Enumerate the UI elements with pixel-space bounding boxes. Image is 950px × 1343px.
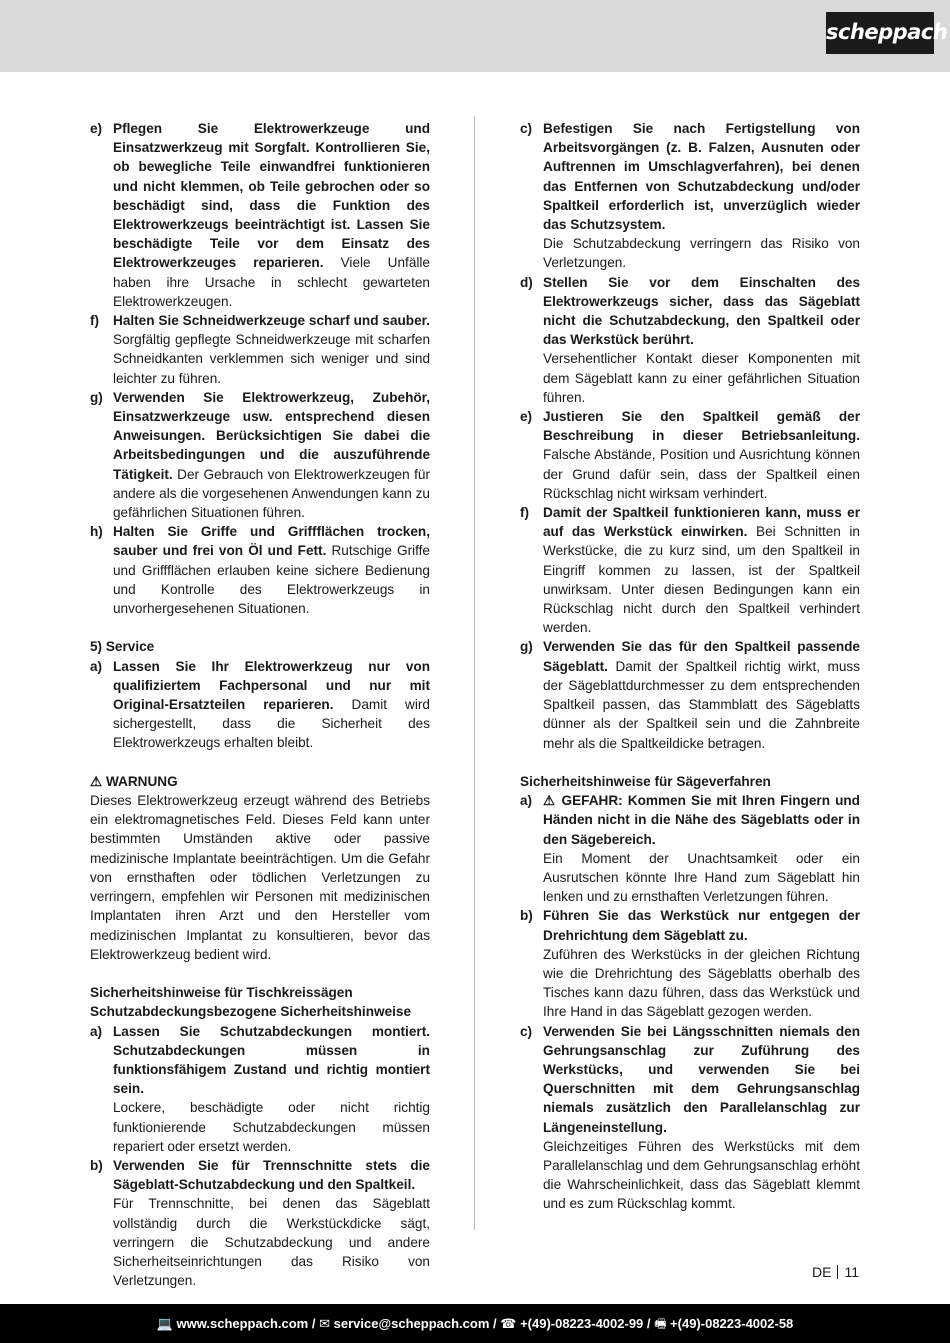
item-label: d)	[520, 274, 533, 290]
item-body	[113, 388, 430, 522]
warning-text: Dieses Elektrowerkzeug erzeugt während des Betriebs ein elektromagnetisches Feld. Dieses Feld kann unter bestimmten Umständen aktive oder passive medizinische Implantate beeinträchtigen. Um die Gefahr von ernsthaften oder tödlichen Verletzungen zu verringern, empfehlen wir Personen mit medizinischen Implantaten ihren Arzt und den Hersteller vom medizinischen Implantat zu konsultieren, bevor das Elektrowerkzeug bedient wird.	[90, 793, 430, 962]
item-bold: Befestigen Sie nach Fertigstellung von Arbeitsvorgängen (z. B. Falzen, Ausnuten oder Auftrennen im Umschlagverfahren), bei denen das Entfernen von Schutzabdeckung und/oder Spaltkeil erforderlich ist, unverzüglich wieder das Schutzsystem.	[543, 121, 860, 233]
mail-icon: ✉	[319, 1316, 330, 1331]
item-body	[543, 1022, 860, 1214]
item-text: Der Gebrauch von Elektrowerkzeugen für andere als die vorgesehenen Anwendungen kann zu gefährlichen Situationen führen.	[113, 466, 430, 521]
item-label: a)	[90, 658, 103, 674]
item-body	[543, 407, 860, 503]
item-text: Damit wird sichergestellt, dass die Sicherheit des Elektrowerkzeugs erhalten bleibt.	[113, 697, 430, 751]
item-label: c)	[520, 1023, 533, 1039]
fax-icon: 🖷	[654, 1316, 667, 1331]
item-body	[113, 657, 430, 753]
list-item	[520, 637, 860, 752]
footer-email[interactable]: service@scheppach.com	[333, 1316, 490, 1331]
item-label: g)	[90, 389, 103, 405]
item-label: b)	[520, 908, 533, 924]
item-label: b)	[90, 1157, 103, 1173]
item-body	[113, 1156, 430, 1290]
table-saw-heading: Sicherheitshinweise für Tischkreissägen	[90, 985, 353, 1001]
right-column	[520, 119, 860, 1214]
footer-bar: 💻 www.scheppach.com / ✉ service@scheppach.com / ☎ +(49)-08223-4002-99 / 🖷 +(49)-08223-4002-58	[0, 1304, 950, 1343]
item-text: Gleichzeitiges Führen des Werkstücks mit dem Parallelanschlag und dem Gehrungsanschlag erhöht die Wahrscheinlichkeit, dass das Sägeblatt klemmt und es zum Rückschlag kommt.	[543, 1138, 860, 1212]
scheppach-logo: scheppach	[826, 12, 934, 54]
item-bold: Lassen Sie Schutzabdeckungen montiert. Schutzabdeckungen müssen in funktionsfähigem Zustand und richtig montiert sein.	[113, 1023, 430, 1097]
item-body	[113, 311, 430, 388]
item-label: h)	[90, 524, 103, 540]
item-bold: Halten Sie Schneidwerkzeuge scharf und sauber.	[113, 313, 430, 329]
page-number	[812, 1264, 859, 1280]
list-item	[520, 503, 860, 637]
spacer	[520, 753, 860, 772]
item-text: Die Schutzabdeckung verringern das Risiko von Verletzungen.	[543, 236, 860, 271]
item-text: Bei Schnitten in Werkstücke, die zu kurz sind, um den Spaltkeil in Eingriff kommen zu lassen, ist der Spaltkeil unwirksam. Unter diesen Bedingungen kann ein Rückschlag nicht durch den Spaltkeil verhindert werden.	[543, 524, 860, 636]
footer-fax: +(49)-08223-4002-58	[670, 1316, 794, 1331]
item-label: g)	[520, 639, 533, 655]
item-label: a)	[90, 1023, 103, 1039]
item-text: Ein Moment der Unachtsamkeit oder ein Ausrutschen könnte Ihre Hand zum Sägeblatt hin lenken und zu ernsthaften Verletzungen führen.	[543, 850, 860, 905]
item-body	[543, 119, 860, 273]
item-bold: ⚠ GEFAHR: Kommen Sie mit Ihren Fingern und Händen nicht in die Nähe des Sägeblatts oder in den Sägebereich.	[543, 793, 860, 847]
item-body	[543, 273, 860, 407]
item-bold: Pflegen Sie Elektrowerkzeuge und Einsatzwerkzeug mit Sorgfalt. Kontrollieren Sie, ob bewegliche Teile einwandfrei funktionieren und nicht klemmen, ob Teile gebrochen oder so beschädigt sind, dass die Funktion des Elektrowerkzeugs beeinträchtigt ist. Lassen Sie beschädigte Teile vor dem Einsatz des Elektrowerkzeuges reparieren.	[113, 121, 430, 271]
item-label: e)	[90, 121, 103, 136]
phone-icon: ☎	[500, 1316, 517, 1331]
item-bold: Justieren Sie den Spaltkeil gemäß der Beschreibung in dieser Betriebsanleitung.	[543, 409, 860, 444]
item-bold: Lassen Sie Ihr Elektrowerkzeug nur von qualifiziertem Fachpersonal und nur mit Original-Ersatzteilen reparieren.	[113, 658, 430, 713]
item-body	[543, 503, 860, 637]
computer-icon: 💻	[156, 1316, 173, 1331]
item-text: Viele Unfälle haben ihre Ursache in schlecht gewarteten Elektrowerkzeugen.	[113, 255, 430, 309]
item-text: Damit der Spaltkeil richtig wirkt, muss der Sägeblattdurchmesser zu dem entsprechenden Spaltkeil passen, das Stammblatt des Sägeblatts dünner als der Spaltkeil sein und die Zahnbreite mehr als die Spaltkeildicke betragen.	[543, 658, 860, 751]
list-item	[90, 1022, 430, 1156]
item-text: Zuführen des Werkstücks in der gleichen Richtung wie die Drehrichtung des Sägeblatts oberhalb des Tisches kann dazu führen, dass das Werkstück und Ihre Hand in das Sägeblatt gezogen werden.	[543, 946, 860, 1020]
item-text: Rutschige Griffe und Griffflächen erlauben keine sichere Bedienung und Kontrolle des Elektrowerkzeugs in unvorhergesehenen Situationen.	[113, 543, 430, 617]
list-item	[520, 119, 860, 273]
list-item	[520, 273, 860, 407]
list-item	[90, 522, 430, 618]
item-text: Versehentlicher Kontakt dieser Komponenten mit dem Sägeblatt kann zu einer gefährlichen Situation führen.	[543, 351, 860, 405]
guard-heading: Schutzabdeckungsbezogene Sicherheitshinweise	[90, 1004, 412, 1020]
item-body	[113, 522, 430, 618]
item-label: a)	[520, 793, 533, 809]
list-item	[90, 1156, 430, 1290]
list-item	[520, 407, 860, 503]
item-body	[543, 637, 860, 752]
list-item	[90, 119, 430, 311]
item-body	[113, 1022, 430, 1156]
page-separator	[837, 1265, 838, 1279]
list-item	[520, 906, 860, 1021]
list-item	[90, 311, 430, 388]
item-body	[543, 906, 860, 1021]
spacer	[90, 753, 430, 772]
item-text: Falsche Abstände, Position und Ausrichtung können der Grund dafür sein, dass der Spaltkeil einen Rückschlag nicht wirksam verhindert.	[543, 447, 860, 501]
item-label: c)	[520, 121, 533, 136]
saw-procedure-heading: Sicherheitshinweise für Sägeverfahren	[520, 773, 771, 789]
item-body	[113, 119, 430, 311]
left-column	[90, 119, 430, 1290]
list-item	[520, 791, 860, 906]
item-bold: Verwenden Sie das für den Spaltkeil passende Sägeblatt.	[543, 639, 860, 674]
column-divider	[474, 116, 475, 1230]
list-item	[90, 657, 430, 753]
list-items-maintenance	[90, 119, 430, 618]
item-bold: Damit der Spaltkeil funktionieren kann, muss er auf das Werkstück einwirken.	[543, 505, 860, 540]
item-bold: Verwenden Sie Elektrowerkzeug, Zubehör, Einsatzwerkzeuge usw. entsprechend diesen Anweisungen. Berücksichtigen Sie dabei die Arbeitsbedingungen und die auszuführende Tätigkeit.	[113, 389, 430, 482]
list-item	[90, 388, 430, 522]
service-heading: 5) Service	[90, 639, 155, 655]
item-text: Für Trennschnitte, bei denen das Sägeblatt vollständig durch die Werkstückdicke sägt, verringern die Schutzabdeckung und andere Sicherheitseinrichtungen das Risiko von Verletzungen.	[113, 1196, 430, 1289]
item-bold: Verwenden Sie für Trennschnitte stets die Sägeblatt-Schutzabdeckung und den Spaltkeil.	[113, 1157, 430, 1193]
list-item	[520, 1022, 860, 1214]
warning-heading: ⚠ WARNUNG	[90, 773, 178, 789]
page-number-value: 11	[844, 1264, 859, 1280]
language-code: DE	[812, 1264, 832, 1280]
item-bold: Verwenden Sie bei Längsschnitten niemals den Gehrungsanschlag zur Zuführung des Werkstücks, und verwenden Sie bei Querschnitten mit dem Gehrungsanschlag niemals zusätzlich den Parallelanschlag zur Längeneinstellung.	[543, 1023, 860, 1135]
item-label: f)	[90, 313, 100, 329]
item-label: f)	[520, 505, 530, 521]
footer-phone: +(49)-08223-4002-99	[520, 1316, 644, 1331]
spacer	[90, 618, 430, 637]
item-text: Sorgfältig gepflegte Schneidwerkzeuge mit scharfen Schneidkanten verklemmen sich weniger und sind leichter zu führen.	[113, 332, 430, 386]
item-bold: Führen Sie das Werkstück nur entgegen der Drehrichtung dem Sägeblatt zu.	[543, 908, 860, 943]
item-body	[543, 791, 860, 906]
item-label: e)	[520, 409, 533, 425]
footer-website[interactable]: www.scheppach.com	[176, 1316, 309, 1331]
header-bar	[0, 0, 950, 72]
item-bold: Stellen Sie vor dem Einschalten des Elektrowerkzeugs sicher, dass das Sägeblatt nicht die Schutzabdeckung, den Spaltkeil oder das Werkstück berührt.	[543, 274, 860, 348]
item-text: Lockere, beschädigte oder nicht richtig funktionierende Schutzabdeckungen müssen repariert oder ersetzt werden.	[113, 1100, 430, 1154]
spacer	[90, 964, 430, 983]
item-bold: Halten Sie Griffe und Griffflächen trocken, sauber und frei von Öl und Fett.	[113, 524, 430, 559]
